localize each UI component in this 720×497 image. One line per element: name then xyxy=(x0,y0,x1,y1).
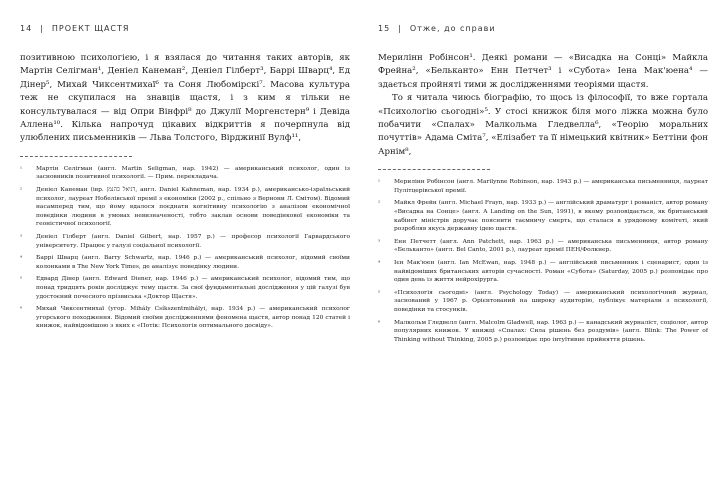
right-page xyxy=(378,0,708,497)
footnote-number: ⁴ xyxy=(378,260,381,266)
footnote-rule xyxy=(20,156,132,157)
footnote-text: Малкольм Гледвелл (англ. Malcolm Gladwell, нар. 1963 р.) — канадський журналіст, соціолог, автор популярних книжок. У книжці «Спалах: Сила рішень без роздумів» (англ. Blink: The Power of Thinking without Thinking, 2005 р.) розповідає про інтуїтивне прийняття рішень. xyxy=(394,319,708,343)
footnote xyxy=(378,178,708,195)
footnote-number: ⁴ xyxy=(20,255,23,262)
footnote-text: Михай Чиксентмихаї (угор. Mihály Csíkszentmihályi, нар. 1934 р.) — американський психолог угорського походження. Відомий своїми дослідженнями феномена щастя, автор понад 120 статей і книжок, найвідомішою з яких є «Потік: Психологія оптимального досвіду». xyxy=(36,306,350,330)
page-number: 15 xyxy=(378,24,391,33)
footnote xyxy=(20,305,350,331)
footnote-text: Деніел Канеман (івр. ‏דניאל כהנמן‎, англ. Daniel Kahneman, нар. 1934 р.), американсько-ізраїльський психолог, лауреат Нобелівської премії з економіки (2002 р., спільно з Вернони Л. Смітом). Відомий насамперед тим, що йому вдалося поєднати когнітивну психологію з аналізом економічної поведінки людини в умовах невизначеності, тобто заклав основи поведінкової економіки та геоністичної психології. xyxy=(36,187,350,228)
footnote-number: ⁶ xyxy=(378,319,381,326)
separator: | xyxy=(398,24,402,33)
running-head-left xyxy=(20,24,350,38)
footnote xyxy=(20,275,350,301)
page-number: 14 xyxy=(20,24,33,33)
footnote-text: Мерилінн Робінсон (англ. Marilynne Robinson, нар. 1943 р.) — американська письменниця, лауреат Пулітцерівської премії. xyxy=(394,179,708,194)
footnote-text: Деніел Гілберт (англ. Daniel Gilbert, нар. 1957 р.) — професор психології Гарвардського університету. Працює у галузі соціальної психології. xyxy=(36,234,350,249)
paragraph: Мерилінн Робінсон¹. Деякі романи — «Висадка на Сонці» Майкла Фрейна², «Бельканто» Енн Петчет³ і «Субота» Іена Мак'юена⁴ — здається пройняті тими ж дослідженнями теоріями щастя. xyxy=(378,53,708,90)
footnote-number: ⁶ xyxy=(20,306,23,313)
footnote xyxy=(20,254,350,271)
running-title: ПРОЕКТ ЩАСТЯ xyxy=(51,24,130,33)
running-head-right xyxy=(378,24,708,38)
running-title: Отже, до справи xyxy=(409,24,496,33)
footnote xyxy=(378,199,708,233)
footnote-number: ³ xyxy=(20,234,23,240)
footnote-number: ¹ xyxy=(378,179,381,186)
body-text-left xyxy=(20,52,350,146)
footnote xyxy=(20,186,350,229)
paragraph: позитивною психологією, і я взялася до читання таких авторів, як Мартін Селігман¹, Деніел Канеман², Деніел Гілберт³, Баррі Шварц⁴, Ед Дінер⁵, Михай Чиксентмихаї⁶ та Соня Любомірскі⁷. Масова культура теж не скупилася на знавців щастя, і з ким я тільки не консультувалася — від Опри Вінфрі⁸ до Джулії Моргенстерн⁹ і Девіда Аллена¹⁰. Кілька напрочуд цікавих відкриттів я почерпнула від улюблених письменників — Льва Толстого, Вірджинії Вулф¹¹, xyxy=(20,53,350,144)
footnote-text: Енн Петчетт (англ. Ann Patchett, нар. 1963 р.) — американська письменниця, автор роману «Бельканто» (англ. Bel Canto, 2001 р.), лауреат премії ПЕН/Фолкнер. xyxy=(394,238,708,254)
footnote xyxy=(378,319,708,345)
footnote xyxy=(378,259,708,285)
footnote xyxy=(378,238,708,255)
paragraph: То я читала чиюсь біографію, то щось із філософії, то вже гортала «Психологію сьогодні»⁵. У стосі книжок біля мого ліжка можна було побачити «Спалах» Малкольма Гледвелла⁶, «Теорію моральних почуттів» Адама Сміта⁷, «Елізабет та її німецький квітник» Беттіни фон Арнім⁸, xyxy=(378,93,708,157)
footnote xyxy=(20,165,350,182)
footnote-number: ² xyxy=(378,200,381,207)
footnote-text: Едвард Дінер (англ. Edward Diener, нар. 1946 р.) — американський психолог, відомий тим, що понад тридцять років досліджує тему щастя. За свої фундаментальні дослідження у цій галузі був удостоєний почесного прізвиська «Доктор Щастя». xyxy=(36,276,350,300)
left-page xyxy=(20,0,350,497)
footnote-text: Баррі Шварц (англ. Barry Schwartz, нар. 1946 р.) — американський психолог, відомий своїми колонками в The New York Times, де аналізує поведінку людини. xyxy=(36,255,350,270)
footnote-text: «Психологія сьогодні» (англ. Psychology Today) — американський психологічний журнал, заснований у 1967 р. Орієнтований на широку аудиторію, публікує матеріали з психології, поведінки та стосунків. xyxy=(394,289,708,313)
footnote-number: ¹ xyxy=(20,165,23,172)
separator: | xyxy=(40,24,44,33)
body-text-right xyxy=(378,52,708,159)
footnote-text: Ієн Мак'юен (англ. Ian McEwan, нар. 1948 р.) — англійський письменник і сценарист, один із найвідоміших британських авторів сучасності. Роман «Субота» (Saturday, 2005 р.) розповідає про один день із життя нейрохірурга. xyxy=(394,260,708,284)
footnotes-right xyxy=(378,178,708,344)
footnote xyxy=(20,233,350,250)
footnote-text: Мартін Селігман (англ. Martin Seligman, нар. 1942) — американський психолог, один із засновників позитивної психології. — Прим. перекладача. xyxy=(36,165,350,181)
footnote xyxy=(378,289,708,315)
footnote-number: ⁵ xyxy=(378,289,381,296)
footnotes-left xyxy=(20,165,350,331)
footnote-number: ² xyxy=(20,187,23,194)
footnote-text: Майкл Фрейн (англ. Michael Frayn, нар. 1933 р.) — англійський драматург і романіст, автор роману «Висадка на Сонце» (англ. A Landing on the Sun, 1991), в якому розповідається, як британський кабінет міністрів доручає пояснити таємничу смерть, що сталася в урядовому комітеті, який розробляв якусь державну ідею щастя. xyxy=(394,200,708,233)
footnote-rule xyxy=(378,169,490,170)
footnote-number: ⁵ xyxy=(20,276,23,283)
footnote-number: ³ xyxy=(378,238,381,245)
